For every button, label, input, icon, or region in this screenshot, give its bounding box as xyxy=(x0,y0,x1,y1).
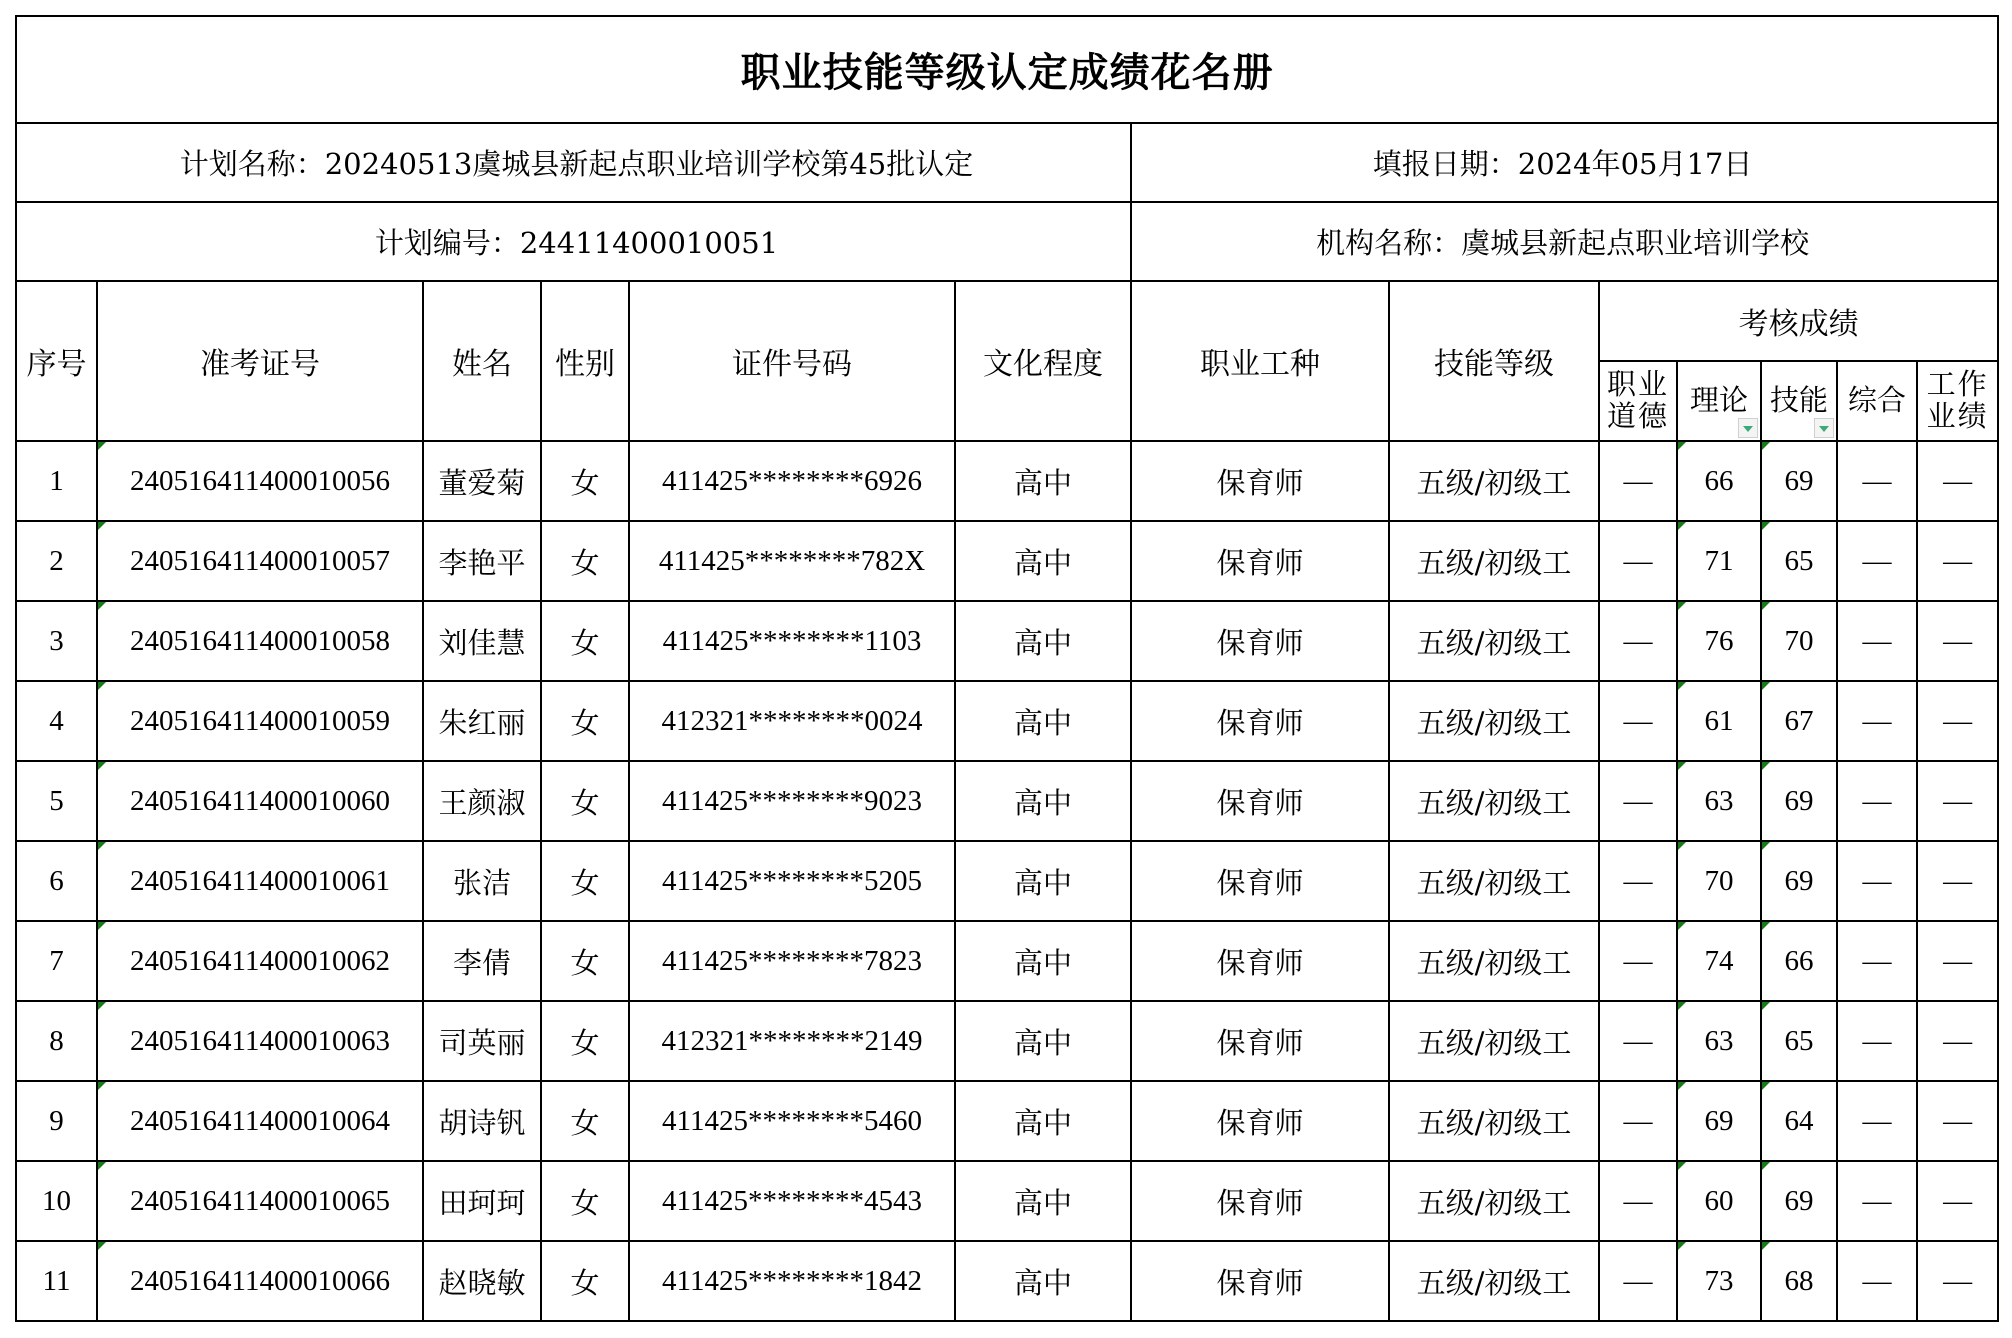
cell-skill-level[interactable]: 五级/初级工 xyxy=(1389,841,1599,921)
cell-occupation[interactable]: 保育师 xyxy=(1131,601,1389,681)
cell-gender[interactable]: 女 xyxy=(541,521,629,601)
header-skill-label: 技能 xyxy=(1769,383,1828,418)
cell-exam-id[interactable] xyxy=(97,441,423,521)
cell-id-number[interactable]: 412321********0024 xyxy=(629,681,955,761)
error-indicator-icon xyxy=(98,682,106,690)
cell-comprehensive[interactable]: — xyxy=(1837,1161,1917,1241)
cell-gender[interactable]: 女 xyxy=(541,921,629,1001)
header-ethics[interactable]: 职业 道德 xyxy=(1599,361,1677,441)
cell-id-number[interactable]: 411425********782X xyxy=(629,521,955,601)
table-row xyxy=(16,1081,1998,1161)
cell-education[interactable]: 高中 xyxy=(955,521,1131,601)
error-indicator-icon xyxy=(1762,682,1770,690)
error-indicator-icon xyxy=(1762,1002,1770,1010)
cell-performance[interactable]: — xyxy=(1917,441,1998,521)
skill-score: 69 xyxy=(1784,864,1814,897)
cell-skill[interactable] xyxy=(1761,521,1837,601)
cell-comprehensive[interactable]: — xyxy=(1837,841,1917,921)
cell-comprehensive[interactable]: — xyxy=(1837,1001,1917,1081)
cell-skill[interactable] xyxy=(1761,1241,1837,1321)
error-indicator-icon xyxy=(98,1002,106,1010)
skill-score: 69 xyxy=(1784,1184,1814,1217)
cell-gender[interactable]: 女 xyxy=(541,1001,629,1081)
cell-id-number[interactable]: 411425********4543 xyxy=(629,1161,955,1241)
cell-theory[interactable] xyxy=(1677,1241,1761,1321)
cell-exam-id[interactable] xyxy=(97,1161,423,1241)
theory-score: 71 xyxy=(1704,544,1734,577)
skill-score: 68 xyxy=(1784,1264,1814,1297)
error-indicator-icon xyxy=(98,1082,106,1090)
cell-ethics[interactable]: — xyxy=(1599,921,1677,1001)
cell-skill[interactable] xyxy=(1761,1001,1837,1081)
error-indicator-icon xyxy=(1678,602,1686,610)
org-name[interactable]: 机构名称：虞城县新起点职业培训学校 xyxy=(1131,202,1998,281)
cell-performance[interactable]: — xyxy=(1917,841,1998,921)
cell-comprehensive[interactable]: — xyxy=(1837,1241,1917,1321)
cell-seq[interactable]: 10 xyxy=(16,1161,97,1241)
cell-performance[interactable]: — xyxy=(1917,1001,1998,1081)
cell-seq[interactable]: 7 xyxy=(16,921,97,1001)
table-row xyxy=(16,761,1998,841)
table-row xyxy=(16,521,1998,601)
error-indicator-icon xyxy=(1762,762,1770,770)
cell-exam-id[interactable] xyxy=(97,761,423,841)
exam-id-text: 240516411400010065 xyxy=(130,1184,390,1217)
cell-ethics[interactable]: — xyxy=(1599,1241,1677,1321)
exam-id-text: 240516411400010063 xyxy=(130,1024,390,1057)
fill-date[interactable]: 填报日期：2024年05月17日 xyxy=(1131,123,1998,202)
cell-id-number[interactable]: 411425********5460 xyxy=(629,1081,955,1161)
cell-name[interactable]: 李艳平 xyxy=(423,521,541,601)
cell-skill-level[interactable]: 五级/初级工 xyxy=(1389,1161,1599,1241)
cell-skill-level[interactable]: 五级/初级工 xyxy=(1389,521,1599,601)
cell-seq[interactable]: 5 xyxy=(16,761,97,841)
cell-ethics[interactable]: — xyxy=(1599,601,1677,681)
error-indicator-icon xyxy=(1678,1162,1686,1170)
error-indicator-icon xyxy=(1762,442,1770,450)
cell-gender[interactable]: 女 xyxy=(541,601,629,681)
cell-performance[interactable]: — xyxy=(1917,761,1998,841)
header-gender[interactable]: 性别 xyxy=(541,281,629,441)
cell-name[interactable]: 司英丽 xyxy=(423,1001,541,1081)
table-row xyxy=(16,921,1998,1001)
exam-id-text: 240516411400010058 xyxy=(130,624,390,657)
cell-occupation[interactable]: 保育师 xyxy=(1131,441,1389,521)
cell-name[interactable]: 田珂珂 xyxy=(423,1161,541,1241)
cell-occupation[interactable]: 保育师 xyxy=(1131,1081,1389,1161)
cell-occupation[interactable]: 保育师 xyxy=(1131,1161,1389,1241)
skill-score: 70 xyxy=(1784,624,1814,657)
cell-theory[interactable] xyxy=(1677,921,1761,1001)
error-indicator-icon xyxy=(98,922,106,930)
cell-theory[interactable] xyxy=(1677,1081,1761,1161)
cell-occupation[interactable]: 保育师 xyxy=(1131,1241,1389,1321)
cell-id-number[interactable]: 411425********7823 xyxy=(629,921,955,1001)
cell-ethics[interactable]: — xyxy=(1599,841,1677,921)
error-indicator-icon xyxy=(1762,1082,1770,1090)
cell-name[interactable]: 朱红丽 xyxy=(423,681,541,761)
skill-score: 65 xyxy=(1784,1024,1814,1057)
cell-seq[interactable]: 8 xyxy=(16,1001,97,1081)
error-indicator-icon xyxy=(1678,1242,1686,1250)
theory-score: 76 xyxy=(1704,624,1734,657)
cell-exam-id[interactable] xyxy=(97,1241,423,1321)
exam-id-text: 240516411400010064 xyxy=(130,1104,390,1137)
error-indicator-icon xyxy=(1678,1002,1686,1010)
cell-name[interactable]: 刘佳慧 xyxy=(423,601,541,681)
cell-id-number[interactable]: 411425********9023 xyxy=(629,761,955,841)
theory-score: 61 xyxy=(1704,704,1734,737)
cell-comprehensive[interactable]: — xyxy=(1837,601,1917,681)
cell-skill-level[interactable]: 五级/初级工 xyxy=(1389,601,1599,681)
exam-id-text: 240516411400010057 xyxy=(130,544,390,577)
cell-gender[interactable]: 女 xyxy=(541,1241,629,1321)
cell-ethics[interactable]: — xyxy=(1599,681,1677,761)
plan-number[interactable]: 计划编号：24411400010051 xyxy=(16,202,1131,281)
cell-theory[interactable] xyxy=(1677,841,1761,921)
header-education[interactable]: 文化程度 xyxy=(955,281,1131,441)
cell-education[interactable]: 高中 xyxy=(955,841,1131,921)
cell-ethics[interactable]: — xyxy=(1599,1001,1677,1081)
cell-education[interactable]: 高中 xyxy=(955,761,1131,841)
cell-ethics[interactable]: — xyxy=(1599,1161,1677,1241)
cell-name[interactable]: 赵晓敏 xyxy=(423,1241,541,1321)
header-theory-label: 理论 xyxy=(1689,383,1748,418)
theory-score: 69 xyxy=(1704,1104,1734,1137)
skill-score: 65 xyxy=(1784,544,1814,577)
cell-gender[interactable]: 女 xyxy=(541,761,629,841)
cell-skill-level[interactable]: 五级/初级工 xyxy=(1389,441,1599,521)
header-performance[interactable]: 工作 业绩 xyxy=(1917,361,1998,441)
error-indicator-icon xyxy=(1762,842,1770,850)
cell-skill[interactable] xyxy=(1761,441,1837,521)
theory-score: 63 xyxy=(1704,784,1734,817)
header-scores-group[interactable]: 考核成绩 xyxy=(1599,281,1998,361)
exam-id-text: 240516411400010062 xyxy=(130,944,390,977)
error-indicator-icon xyxy=(1678,1082,1686,1090)
header-theory[interactable] xyxy=(1677,361,1761,441)
exam-id-text: 240516411400010059 xyxy=(130,704,390,737)
error-indicator-icon xyxy=(1678,682,1686,690)
exam-id-text: 240516411400010056 xyxy=(130,464,390,497)
cell-education[interactable]: 高中 xyxy=(955,601,1131,681)
error-indicator-icon xyxy=(1678,922,1686,930)
cell-education[interactable]: 高中 xyxy=(955,921,1131,1001)
filter-dropdown-icon[interactable] xyxy=(1814,418,1834,438)
header-skill-level[interactable]: 技能等级 xyxy=(1389,281,1599,441)
error-indicator-icon xyxy=(1678,842,1686,850)
table-row xyxy=(16,841,1998,921)
cell-exam-id[interactable] xyxy=(97,601,423,681)
table-row xyxy=(16,601,1998,681)
cell-seq[interactable]: 4 xyxy=(16,681,97,761)
cell-skill[interactable] xyxy=(1761,681,1837,761)
skill-score: 67 xyxy=(1784,704,1814,737)
header-occupation[interactable]: 职业工种 xyxy=(1131,281,1389,441)
header-id-number[interactable]: 证件号码 xyxy=(629,281,955,441)
cell-exam-id[interactable] xyxy=(97,921,423,1001)
cell-occupation[interactable]: 保育师 xyxy=(1131,761,1389,841)
cell-comprehensive[interactable]: — xyxy=(1837,681,1917,761)
cell-gender[interactable]: 女 xyxy=(541,681,629,761)
exam-id-text: 240516411400010060 xyxy=(130,784,390,817)
theory-score: 60 xyxy=(1704,1184,1734,1217)
exam-id-text: 240516411400010061 xyxy=(130,864,390,897)
table-row xyxy=(16,441,1998,521)
cell-name[interactable]: 胡诗钒 xyxy=(423,1081,541,1161)
cell-gender[interactable]: 女 xyxy=(541,841,629,921)
cell-skill-level[interactable]: 五级/初级工 xyxy=(1389,1081,1599,1161)
skill-score: 69 xyxy=(1784,784,1814,817)
theory-score: 73 xyxy=(1704,1264,1734,1297)
theory-score: 74 xyxy=(1704,944,1734,977)
theory-score: 63 xyxy=(1704,1024,1734,1057)
error-indicator-icon xyxy=(1762,522,1770,530)
cell-skill-level[interactable]: 五级/初级工 xyxy=(1389,1241,1599,1321)
cell-comprehensive[interactable]: — xyxy=(1837,441,1917,521)
cell-seq[interactable]: 3 xyxy=(16,601,97,681)
cell-skill-level[interactable]: 五级/初级工 xyxy=(1389,681,1599,761)
cell-theory[interactable] xyxy=(1677,521,1761,601)
error-indicator-icon xyxy=(1762,602,1770,610)
cell-performance[interactable]: — xyxy=(1917,1081,1998,1161)
cell-comprehensive[interactable]: — xyxy=(1837,921,1917,1001)
header-name[interactable]: 姓名 xyxy=(423,281,541,441)
cell-skill-level[interactable]: 五级/初级工 xyxy=(1389,921,1599,1001)
error-indicator-icon xyxy=(98,602,106,610)
cell-education[interactable]: 高中 xyxy=(955,1081,1131,1161)
cell-name[interactable]: 董爱菊 xyxy=(423,441,541,521)
cell-seq[interactable]: 6 xyxy=(16,841,97,921)
error-indicator-icon xyxy=(1678,762,1686,770)
cell-ethics[interactable]: — xyxy=(1599,521,1677,601)
cell-education[interactable]: 高中 xyxy=(955,681,1131,761)
cell-performance[interactable]: — xyxy=(1917,1161,1998,1241)
cell-skill-level[interactable]: 五级/初级工 xyxy=(1389,1001,1599,1081)
cell-performance[interactable]: — xyxy=(1917,921,1998,1001)
cell-skill[interactable] xyxy=(1761,1081,1837,1161)
error-indicator-icon xyxy=(1762,1162,1770,1170)
cell-theory[interactable] xyxy=(1677,601,1761,681)
cell-id-number[interactable]: 411425********1103 xyxy=(629,601,955,681)
header-seq[interactable]: 序号 xyxy=(16,281,97,441)
cell-comprehensive[interactable]: — xyxy=(1837,1081,1917,1161)
cell-education[interactable]: 高中 xyxy=(955,1001,1131,1081)
cell-performance[interactable]: — xyxy=(1917,1241,1998,1321)
error-indicator-icon xyxy=(1678,442,1686,450)
skill-score: 64 xyxy=(1784,1104,1814,1137)
cell-occupation[interactable]: 保育师 xyxy=(1131,841,1389,921)
cell-ethics[interactable]: — xyxy=(1599,441,1677,521)
table-row xyxy=(16,681,1998,761)
error-indicator-icon xyxy=(98,762,106,770)
cell-theory[interactable] xyxy=(1677,681,1761,761)
cell-seq[interactable]: 2 xyxy=(16,521,97,601)
error-indicator-icon xyxy=(1762,1242,1770,1250)
cell-exam-id[interactable] xyxy=(97,1001,423,1081)
header-exam-id[interactable]: 准考证号 xyxy=(97,281,423,441)
cell-comprehensive[interactable]: — xyxy=(1837,761,1917,841)
cell-id-number[interactable]: 411425********6926 xyxy=(629,441,955,521)
error-indicator-icon xyxy=(98,522,106,530)
cell-gender[interactable]: 女 xyxy=(541,1161,629,1241)
cell-occupation[interactable]: 保育师 xyxy=(1131,521,1389,601)
cell-exam-id[interactable] xyxy=(97,841,423,921)
cell-id-number[interactable]: 412321********2149 xyxy=(629,1001,955,1081)
cell-ethics[interactable]: — xyxy=(1599,1081,1677,1161)
cell-theory[interactable] xyxy=(1677,1001,1761,1081)
cell-theory[interactable] xyxy=(1677,761,1761,841)
cell-occupation[interactable]: 保育师 xyxy=(1131,921,1389,1001)
cell-gender[interactable]: 女 xyxy=(541,441,629,521)
cell-skill[interactable] xyxy=(1761,841,1837,921)
table-row xyxy=(16,1001,1998,1081)
cell-name[interactable]: 张洁 xyxy=(423,841,541,921)
cell-occupation[interactable]: 保育师 xyxy=(1131,1001,1389,1081)
theory-score: 70 xyxy=(1704,864,1734,897)
cell-skill-level[interactable]: 五级/初级工 xyxy=(1389,761,1599,841)
error-indicator-icon xyxy=(98,1162,106,1170)
cell-performance[interactable]: — xyxy=(1917,681,1998,761)
theory-score: 66 xyxy=(1704,464,1734,497)
cell-performance[interactable]: — xyxy=(1917,601,1998,681)
page-title[interactable]: 职业技能等级认定成绩花名册 xyxy=(16,16,1998,123)
cell-seq[interactable]: 9 xyxy=(16,1081,97,1161)
cell-ethics[interactable]: — xyxy=(1599,761,1677,841)
error-indicator-icon xyxy=(98,1242,106,1250)
plan-name[interactable]: 计划名称：20240513虞城县新起点职业培训学校第45批认定 xyxy=(16,123,1131,202)
cell-exam-id[interactable] xyxy=(97,521,423,601)
cell-skill[interactable] xyxy=(1761,601,1837,681)
cell-skill[interactable] xyxy=(1761,921,1837,1001)
cell-id-number[interactable]: 411425********5205 xyxy=(629,841,955,921)
cell-skill[interactable] xyxy=(1761,761,1837,841)
cell-performance[interactable]: — xyxy=(1917,521,1998,601)
cell-gender[interactable]: 女 xyxy=(541,1081,629,1161)
error-indicator-icon xyxy=(98,842,106,850)
cell-theory[interactable] xyxy=(1677,1161,1761,1241)
filter-dropdown-icon[interactable] xyxy=(1738,418,1758,438)
header-comprehensive[interactable]: 综合 xyxy=(1837,361,1917,441)
error-indicator-icon xyxy=(1678,522,1686,530)
cell-name[interactable]: 李倩 xyxy=(423,921,541,1001)
cell-education[interactable]: 高中 xyxy=(955,1241,1131,1321)
skill-score: 66 xyxy=(1784,944,1814,977)
cell-skill[interactable] xyxy=(1761,1161,1837,1241)
cell-education[interactable]: 高中 xyxy=(955,441,1131,521)
cell-name[interactable]: 王颜淑 xyxy=(423,761,541,841)
cell-exam-id[interactable] xyxy=(97,681,423,761)
table-row xyxy=(16,1161,1998,1241)
exam-id-text: 240516411400010066 xyxy=(130,1264,390,1297)
cell-seq[interactable]: 11 xyxy=(16,1241,97,1321)
table-row xyxy=(16,1241,1998,1321)
cell-education[interactable]: 高中 xyxy=(955,1161,1131,1241)
cell-id-number[interactable]: 411425********1842 xyxy=(629,1241,955,1321)
score-roster-table xyxy=(15,15,1999,1322)
error-indicator-icon xyxy=(98,442,106,450)
cell-exam-id[interactable] xyxy=(97,1081,423,1161)
skill-score: 69 xyxy=(1784,464,1814,497)
header-skill[interactable] xyxy=(1761,361,1837,441)
error-indicator-icon xyxy=(1762,922,1770,930)
cell-seq[interactable]: 1 xyxy=(16,441,97,521)
cell-comprehensive[interactable]: — xyxy=(1837,521,1917,601)
cell-theory[interactable] xyxy=(1677,441,1761,521)
cell-occupation[interactable]: 保育师 xyxy=(1131,681,1389,761)
